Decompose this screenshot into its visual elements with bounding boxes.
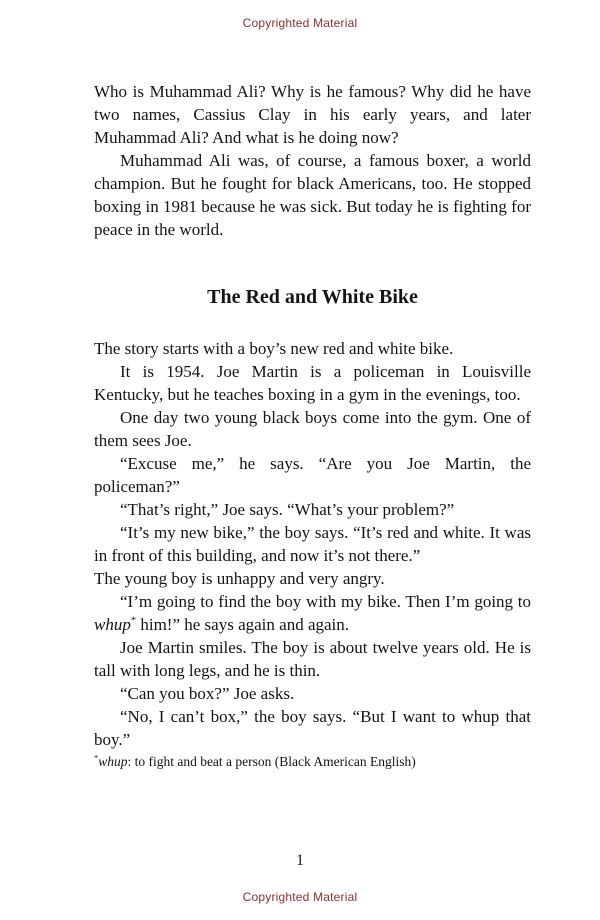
story-paragraph-2: It is 1954. Joe Martin is a policeman in Louisville Kentucky, but he teaches boxing in a gym in the evenings, too. <box>94 362 531 404</box>
story-paragraph-7: The young boy is unhappy and very angry. <box>94 569 385 588</box>
story-paragraph-4: “Excuse me,” he says. “Are you Joe Martin, the policeman?” <box>94 454 531 496</box>
copyright-banner-top: Copyrighted Material <box>242 16 358 30</box>
story-paragraph-3: One day two young black boys come into the gym. One of them sees Joe. <box>94 408 531 450</box>
story-paragraph-1: The story starts with a boy’s new red and white bike. <box>94 339 454 358</box>
intro-paragraph-2: Muhammad Ali was, of course, a famous boxer, a world champion. But he fought for black Americans, too. He stopped boxing in 1981 because he was sick. But today he is fighting for peace in the world. <box>94 151 531 239</box>
copyright-banner-bottom: Copyrighted Material <box>242 890 358 904</box>
story-paragraph-5: “That’s right,” Joe says. “What’s your problem?” <box>120 500 455 519</box>
chapter-title: The Red and White Bike <box>207 286 418 308</box>
paragraph-text-post: him!” he says again and again. <box>136 615 350 634</box>
footnote-text: : to fight and beat a person (Black American English) <box>127 754 416 769</box>
intro-paragraph-1: Who is Muhammad Ali? Why is he famous? Why did he have two names, Cassius Clay in his early years, and later Muhammad Ali? And what is he doing now? <box>94 82 531 147</box>
footnote <box>94 753 531 771</box>
footnote-star: * <box>94 753 99 763</box>
footnote-marker: * <box>130 615 137 627</box>
story-paragraph-9: Joe Martin smiles. The boy is about twelve years old. He is tall with long legs, and he is thin. <box>94 638 531 680</box>
story-paragraph-6: “It’s my new bike,” the boy says. “It’s red and white. It was in front of this building, and now it’s not there.” <box>94 523 531 565</box>
story-paragraph-10: “Can you box?” Joe asks. <box>120 684 295 703</box>
page-number: 1 <box>296 852 304 869</box>
story-paragraph-11: “No, I can’t box,” the boy says. “But I want to whup that boy.” <box>94 707 531 749</box>
italic-word-whup: whup <box>94 615 131 634</box>
story-paragraph-8 <box>94 590 531 636</box>
paragraph-text-pre: “I’m going to find the boy with my bike. Then I’m going to <box>120 592 531 611</box>
footnote-italic-word: whup <box>98 754 128 769</box>
book-page <box>0 30 600 771</box>
